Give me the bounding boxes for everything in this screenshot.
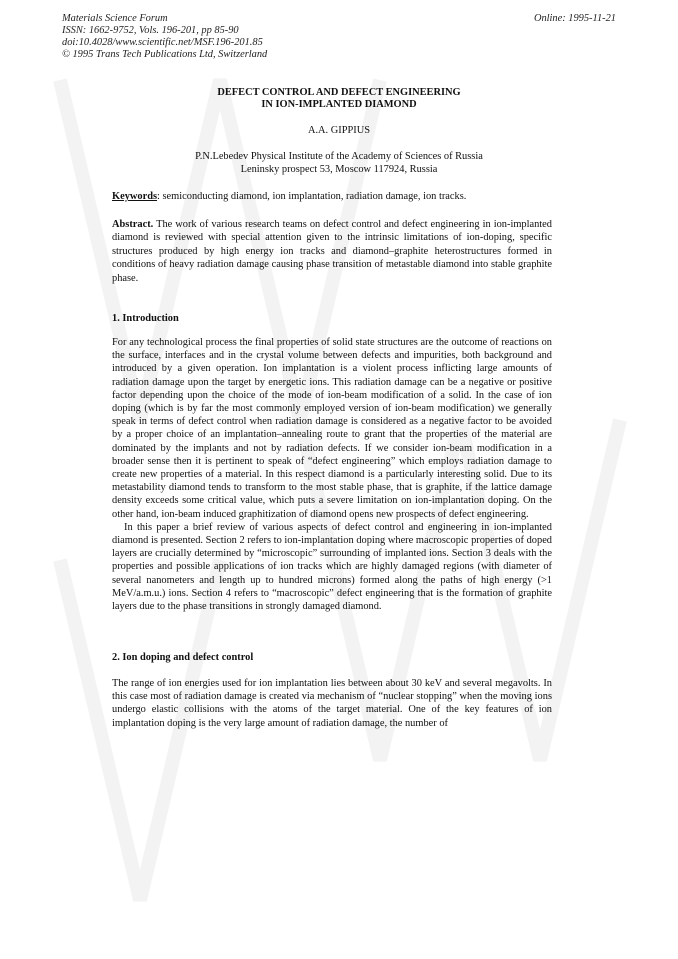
abstract-label: Abstract. — [112, 219, 154, 230]
title-line-2: IN ION-IMPLANTED DIAMOND — [261, 99, 417, 110]
keywords — [112, 190, 556, 203]
journal-name: Materials Science Forum — [62, 13, 168, 24]
section-1-paragraph-2: In this paper a brief review of various aspects of defect control and engineering in ion-implanted diamond is presented. Section 2 refers to ion-implantation doping where macroscopic properties of doped layers are crucially determined by “microscopic” surrounding of implanted ions. Section 3 deals with the properties and possible applications of ion tracks which are highly damaged regions (with diameter of several nanometers and length up to hundred microns) formed along the paths of high energy (>1 MeV/a.m.u.) ions. Section 4 refers to “macroscopic” defect engineering that is the formation of graphite layers due to the phase transitions in strongly damaged diamond. — [112, 521, 552, 613]
copyright-line: © 1995 Trans Tech Publications Ltd, Switzerland — [62, 49, 268, 60]
journal-header — [62, 13, 267, 61]
affiliation — [0, 150, 678, 176]
section-2-body — [112, 677, 552, 730]
online-date: Online: 1995-11-21 — [533, 13, 616, 24]
title-line-1: DEFECT CONTROL AND DEFECT ENGINEERING — [217, 87, 461, 98]
doi-line[interactable]: doi:10.4028/www.scientific.net/MSF.196-201.85 — [62, 37, 263, 48]
abstract — [112, 218, 552, 285]
section-2-heading: 2. Ion doping and defect control — [112, 652, 254, 663]
affiliation-line-2: Leninsky prospect 53, Moscow 117924, Russia — [240, 164, 438, 175]
section-2-paragraph-1: The range of ion energies used for ion implantation lies between about 30 keV and several megavolts. In this case most of radiation damage is created via mechanism of “nuclear stopping” when the moving ions undergo elastic collisions with the atoms of the target material. One of the key features of ion implantation doping is the very large amount of radiation damage, the number of — [112, 678, 552, 729]
section-1-body — [112, 336, 552, 613]
paper-title — [0, 87, 678, 111]
section-1-paragraph-1: For any technological process the final properties of solid state structures are the outcome of reactions on the surface, interfaces and in the crystal volume between defects and impurities, both background and introduced by a given operation. Ion implantation is a violent process inflicting large amounts of radiation damage upon the target by energetic ions. This radiation damage can be a negative or positive factor depending upon the choice of the mode of ion-beam modification of a solid. In the case of ion doping (which is by far the most commonly employed version of ion-beam modification) we generally speak in terms of defect control when radiation damage is considered as a negative factor to be avoided by a proper choice of an implantation–annealing route to grant that the properties of the material are dominated by the implants and not by radiation defects. If we consider ion-beam modification in a broader sense then it is pertinent to speak of “defect engineering” which employs radiation damage to create new properties of a material. In this respect diamond is a particularly interesting solid. Due to its metastability diamond tends to transform to the most stable phase, that is graphite, if the lattice damage density exceeds some critical value, which puts a severe limitation on ion-implantation doping. On the other hand, ion-beam induced graphitization of diamond opens new prospects of defect engineering. — [112, 337, 552, 520]
author-name: A.A. GIPPIUS — [307, 125, 371, 136]
issn-line: ISSN: 1662-9752, Vols. 196-201, pp 85-90 — [62, 25, 239, 36]
keywords-text: : semiconducting diamond, ion implantation, radiation damage, ion tracks. — [157, 191, 467, 202]
affiliation-line-1: P.N.Lebedev Physical Institute of the Academy of Sciences of Russia — [195, 151, 483, 162]
abstract-text: The work of various research teams on defect control and defect engineering in ion-implanted diamond is reviewed with special attention given to the intrinsic limitations of ion-doping, specific structures produced by high energy ion tracks and diamond–graphite heterostructures formed in conditions of heavy radiation damage causing phase transition of metastable diamond into stable graphite phase. — [112, 219, 552, 284]
keywords-label: Keywords — [112, 191, 158, 202]
section-1-heading: 1. Introduction — [112, 313, 179, 324]
